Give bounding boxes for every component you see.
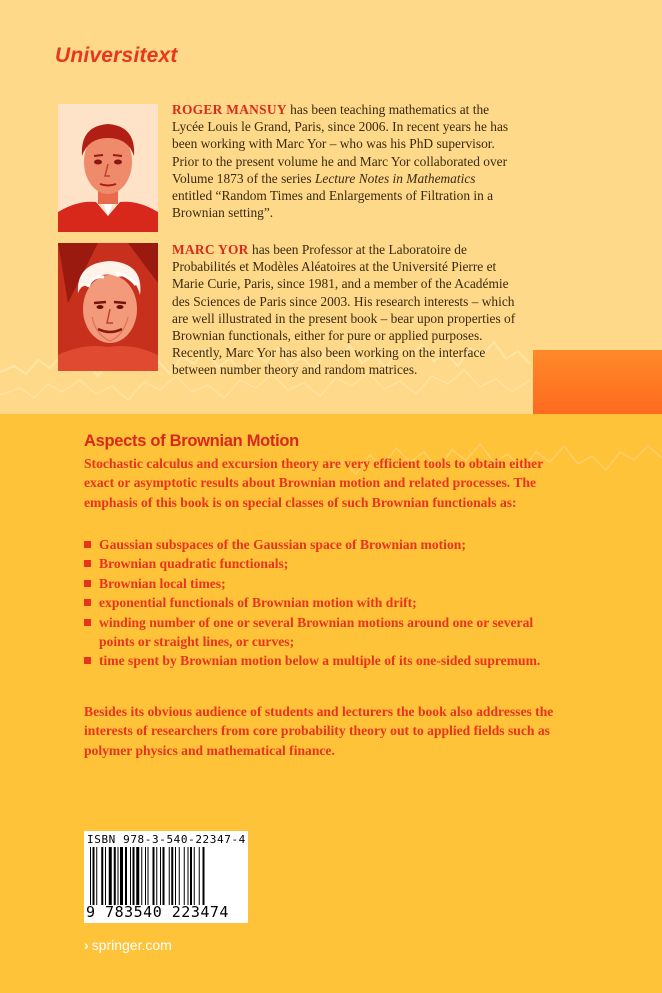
author-bio-text: entitled “Random Times and Enlargements of Filtration in a Brownian setting”. — [172, 188, 494, 221]
author-bio-text: has been Professor at the Laboratoire de Probabilités et Modèles Aléatoires at the Université Pierre et Marie Curie, Paris, since 1981, and a member of the Académie des Sciences de Paris since 2003. His research interests – which are well illustrated in the present book – bear upon properties of Brownian functionals, either for pure or applied purposes. Recently, Marc Yor has also been working on the interface between number theory and random matrices. — [172, 242, 516, 378]
series-name-italic: Lecture Notes in Mathematics — [314, 170, 476, 186]
book-audience-text: Besides its obvious audience of students and lecturers the book also addresses the interests of researchers from core probability theory out to applied fields such as polymer physics and mathematical finance. — [84, 704, 554, 758]
bullet-square-icon — [84, 619, 91, 626]
bullet-square-icon — [84, 580, 91, 587]
chevron-right-icon: › — [84, 937, 89, 953]
bullet-square-icon — [84, 541, 91, 548]
book-description: Stochastic calculus and excursion theory are very efficient tools to obtain either exact or asymptotic results about Brownian motion and related processes. The emphasis of this book is on special classes of such Brownian functionals as: — [84, 456, 543, 510]
list-item: Gaussian subspaces of the Gaussian space of Brownian motion; — [84, 535, 564, 554]
topic-list — [84, 535, 564, 671]
series-title: Universitext — [55, 44, 178, 67]
list-item: Brownian local times; — [84, 574, 564, 593]
list-item: winding number of one or several Brownian motions around one or several points or straight lines, or curves; — [84, 613, 564, 652]
bullet-square-icon — [84, 657, 91, 664]
isbn-label: ISBN 978-3-540-22347-4 — [87, 833, 246, 846]
author-bio-text: has been teaching mathematics at the Lycée Louis le Grand, Paris, since 2006. In recent years he has been working with Marc Yor – who was his PhD supervisor. Prior to the present volume he and Marc Yor collaborated over Volume 1873 of the series — [172, 102, 509, 186]
author-bio-mansuy — [172, 101, 518, 221]
list-item: Brownian quadratic functionals; — [84, 554, 564, 573]
list-item: time spent by Brownian motion below a multiple of its one-sided supremum. — [84, 651, 564, 670]
author-bio-yor — [172, 241, 518, 379]
bullet-square-icon — [84, 560, 91, 567]
publisher-link[interactable] — [84, 937, 172, 953]
ean-number: 9 783540 223474 — [86, 903, 229, 921]
book-title: Aspects of Brownian Motion — [84, 432, 299, 450]
isbn-barcode — [84, 831, 248, 923]
author-photo-yor — [58, 243, 158, 371]
author-name: ROGER MANSUY — [172, 102, 287, 117]
list-item: exponential functionals of Brownian motion with drift; — [84, 593, 564, 612]
bullet-square-icon — [84, 599, 91, 606]
barcode-bars — [88, 847, 244, 905]
author-name: MARC YOR — [172, 242, 249, 257]
accent-block — [533, 350, 662, 414]
publisher-url: springer.com — [91, 937, 172, 953]
author-photo-mansuy — [58, 104, 158, 232]
